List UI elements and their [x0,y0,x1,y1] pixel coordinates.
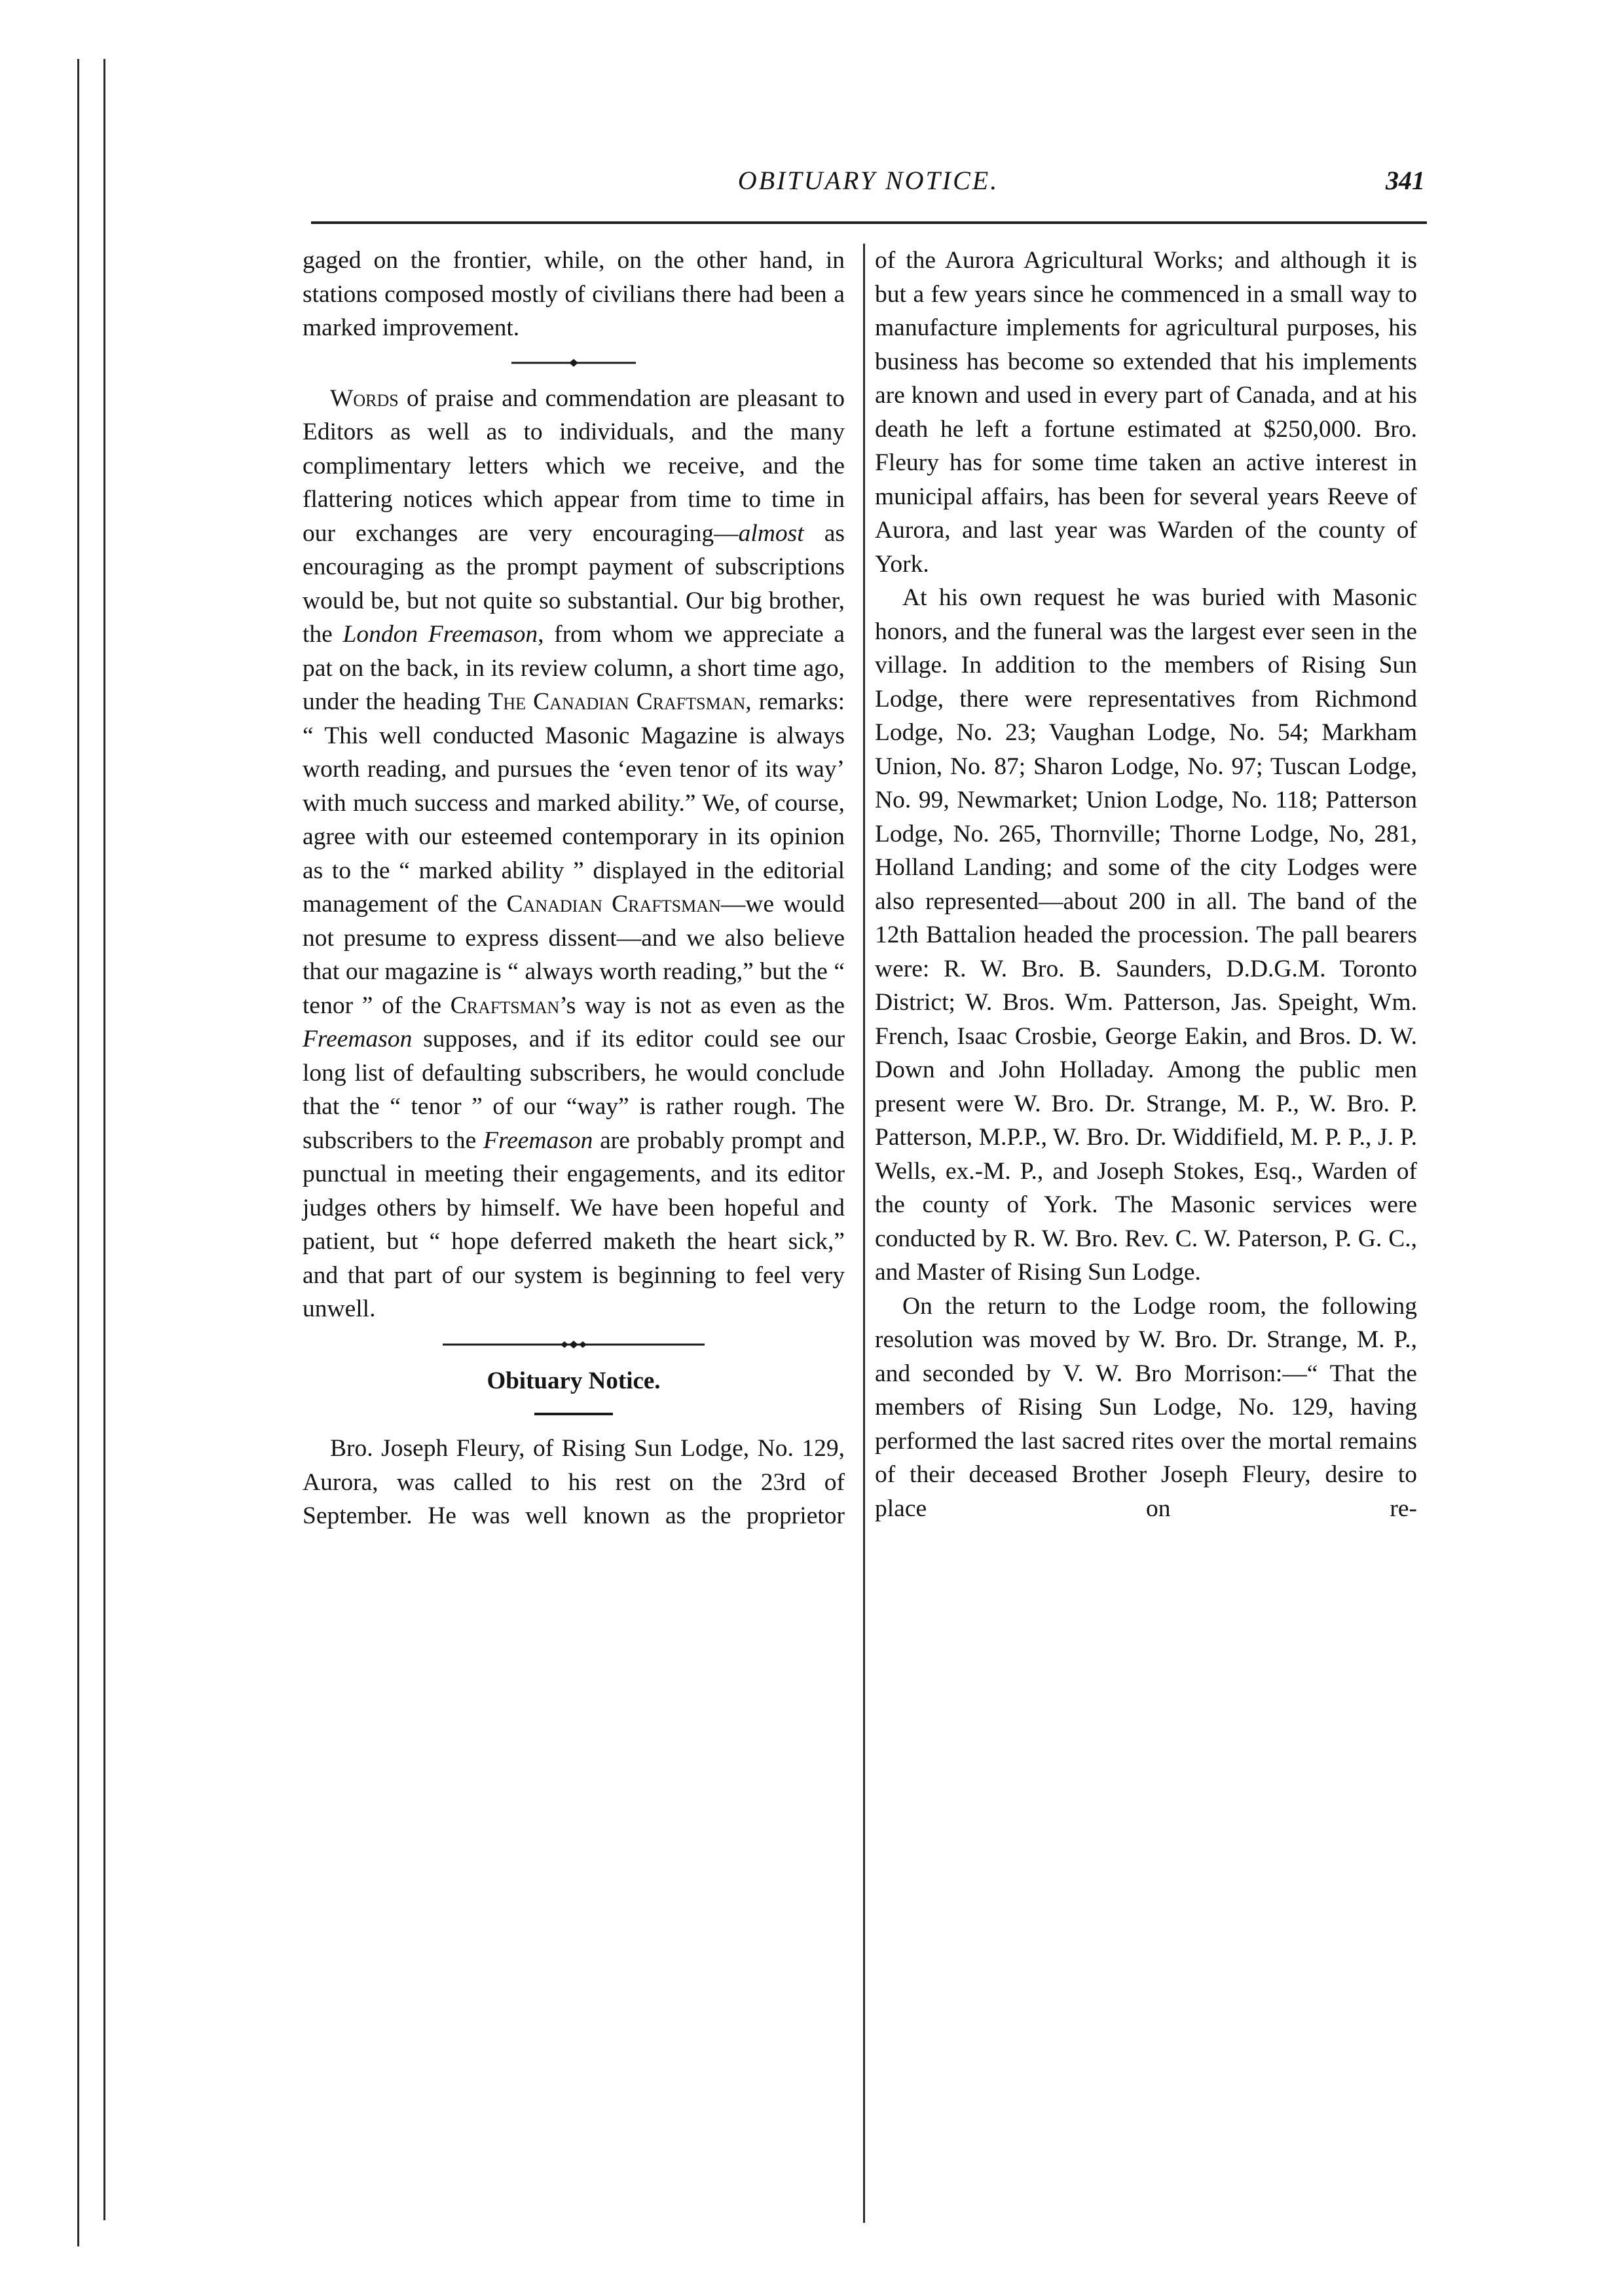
column-divider [863,244,865,2223]
running-head-title: OBITUARY NOTICE. [737,166,999,195]
section-divider-ornament [508,358,639,367]
running-head [308,156,1429,215]
heading-rule [534,1411,613,1417]
page-edge-line [77,59,79,2246]
section-heading: Obituary Notice. [487,1367,661,1394]
resolution-paragraph: On the return to the Lodge room, the following resolution was moved by W. Bro. Dr. Strange, M. P., and seconded by V. W. Bro Morrison:—“ That the members of Rising Sun Lodge, No. 129, having performed the last sacred rites over the mortal remains of their deceased Brother Joseph Fleury, desire to place on re- [875,1292,1417,1522]
right-column [875,244,1417,1525]
header-rule [311,221,1427,224]
page-number: 341 [1386,166,1425,195]
page-edge-line [103,59,105,2220]
obituary-paragraph: of the Aurora Agricultural Works; and although it is but a few years since he commenced in a small way to manufacture implements for agricultural purposes, his business has become so extended that his implements are known and used in every part of Canada, and at his death he left a fortune estimated at $250,000. Bro. Fleury has for some time taken an active interest in municipal affairs, has been for several years Reeve of Aurora, and last year was Warden of the county of York. [875,247,1417,578]
continued-paragraph: gaged on the frontier, while, on the other hand, in stations composed mostly of civilians there had been a marked improvement. [303,247,845,341]
funeral-paragraph: At his own request he was buried with Masonic honors, and the funeral was the largest ever seen in the village. In addition to the members of Rising Sun Lodge, there were representatives from Richmond Lodge, No. 23; Vaughan Lodge, No. 54; Markham Union, No. 87; Sharon Lodge, No. 97; Tuscan Lodge, No. 99, Newmarket; Union Lodge, No. 118; Patterson Lodge, No. 265, Thornville; Thorne Lodge, No, 281, Holland Landing; and some of the city Lodges were also represented—about 200 in all. The band of the 12th Battalion headed the procession. The pall bearers were: R. W. Bro. B. Saunders, D.D.G.M. Toronto District; W. Bros. Wm. Patterson, Jas. Speight, Wm. French, Isaac Crosbie, George Eakin, and Bros. D. W. Down and John Holladay. Among the public men present were W. Bro. Dr. Strange, M. P., W. Bro. P. Patterson, M.P.P., W. Bro. Dr. Widdifield, M. P. P., J. P. Wells, ex.-M. P., and Joseph Stokes, Esq., Warden of the county of York. The Masonic services were conducted by R. W. Bro. Rev. C. W. Paterson, P. G. C., and Master of Rising Sun Lodge. [875,584,1417,1286]
section-divider-ornament [436,1339,711,1350]
obituary-paragraph: Bro. Joseph Fleury, of Rising Sun Lodge, No. 129, Aurora, was called to his rest on the 23rd of September. He was well known as the proprietor [303,1435,845,1529]
editorial-paragraph: Words of praise and commendation are pleasant to Editors as well as to individuals, and the many complimentary letters which we receive, and the flattering notices which appear from time to time in our exchanges are very encouraging—almost as encouraging as the prompt payment of subscriptions would be, but not quite so substantial. Our big brother, the London Freemason, from whom we appreciate a pat on the back, in its review column, a short time ago, under the heading The Canadian Craftsman, remarks: “ This well conducted Masonic Magazine is always worth reading, and pursues the ‘even tenor of its way’ with much success and marked ability.” We, of course, agree with our esteemed contemporary in its opinion as to the “ marked ability ” displayed in the editorial management of the Canadian Craftsman—we would not presume to express dissent—and we also believe that our magazine is “ always worth reading,” but the “ tenor ” of the Craftsman’s way is not as even as the Freemason supposes, and if its editor could see our long list of defaulting subscribers, he would conclude that the “ tenor ” of our “way” is rather rough. The subscribers to the Freemason are probably prompt and punctual in meeting their engagements, and its editor judges others by himself. We have been hopeful and patient, but “ hope deferred maketh the heart sick,” and that part of our system is beginning to feel very unwell. [303,384,845,1322]
left-column [303,244,845,1533]
